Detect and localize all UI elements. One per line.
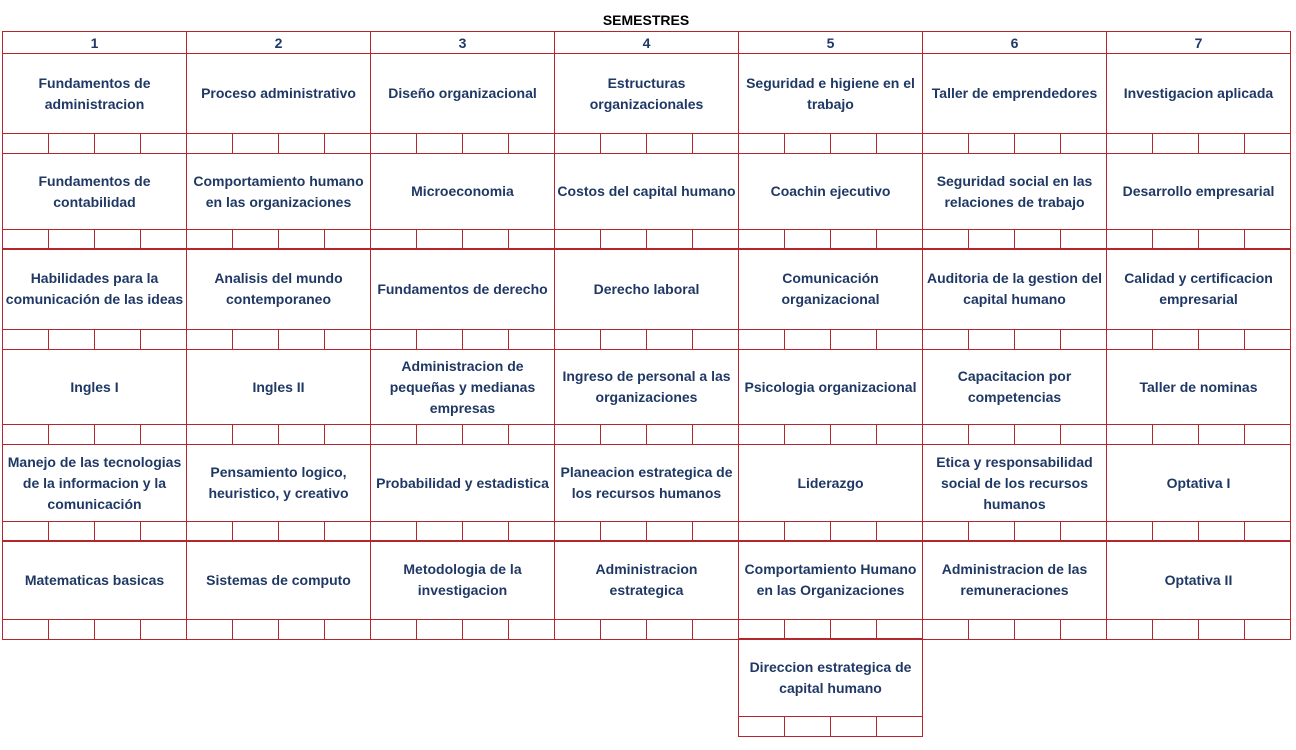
grade-cell: [48, 619, 95, 640]
course-cell: Comportamiento humano en las organizaciones: [186, 153, 371, 230]
grade-cell: [876, 521, 923, 542]
grade-cell: [738, 521, 785, 542]
grade-cell: [94, 521, 141, 542]
grade-cell: [186, 133, 233, 154]
grade-cell: [1014, 521, 1061, 542]
grade-cell: [1198, 329, 1245, 350]
grade-cell: [1060, 133, 1107, 154]
course-cell: Matematicas basicas: [2, 540, 187, 620]
grade-cell: [416, 133, 463, 154]
course-cell: Administracion de pequeñas y medianas empresas: [370, 349, 555, 425]
grade-cell: [646, 229, 693, 250]
grade-cell: [140, 329, 187, 350]
grade-cell: [48, 424, 95, 445]
grade-cell: [784, 716, 831, 737]
grade-cell: [278, 424, 325, 445]
grade-cell: [830, 521, 877, 542]
grade-cell: [2, 424, 49, 445]
grade-cell: [370, 229, 417, 250]
grade-cell: [968, 329, 1015, 350]
grade-cell: [1014, 424, 1061, 445]
course-cell: Seguridad social en las relaciones de trabajo: [922, 153, 1107, 230]
course-cell-extra: Direccion estrategica de capital humano: [738, 638, 923, 717]
grade-cell: [508, 229, 555, 250]
grade-cell: [922, 521, 969, 542]
grade-cell: [738, 424, 785, 445]
grade-cell: [1060, 424, 1107, 445]
semester-header: 5: [738, 31, 923, 54]
course-cell: Ingles I: [2, 349, 187, 425]
grade-cell: [508, 133, 555, 154]
grade-cell: [784, 329, 831, 350]
grade-cell: [462, 229, 509, 250]
course-cell: Administracion estrategica: [554, 540, 739, 620]
course-cell: Microeconomia: [370, 153, 555, 230]
grade-cell: [324, 619, 371, 640]
grade-cell: [416, 424, 463, 445]
grade-cell: [1060, 329, 1107, 350]
course-cell: Seguridad e higiene en el trabajo: [738, 53, 923, 134]
course-cell: Liderazgo: [738, 444, 923, 522]
grade-cell: [646, 619, 693, 640]
grade-cell: [738, 229, 785, 250]
grade-cell: [48, 133, 95, 154]
grade-cell: [1244, 424, 1291, 445]
course-cell: Comportamiento Humano en las Organizaciones: [738, 540, 923, 620]
grade-cell: [232, 521, 279, 542]
grade-cell: [646, 329, 693, 350]
grade-cell: [370, 521, 417, 542]
grade-cell: [1244, 229, 1291, 250]
course-cell: Diseño organizacional: [370, 53, 555, 134]
grade-cell: [692, 229, 739, 250]
course-cell: Manejo de las tecnologias de la informacion y la comunicación: [2, 444, 187, 522]
grade-cell: [94, 424, 141, 445]
grade-cell: [508, 329, 555, 350]
grade-cell: [1198, 229, 1245, 250]
course-cell: Planeacion estrategica de los recursos humanos: [554, 444, 739, 522]
grade-cell: [48, 229, 95, 250]
course-cell: Estructuras organizacionales: [554, 53, 739, 134]
grade-cell: [1106, 329, 1153, 350]
course-cell: Calidad y certificacion empresarial: [1106, 248, 1291, 330]
grade-cell: [140, 424, 187, 445]
grade-cell: [830, 329, 877, 350]
grade-cell: [600, 521, 647, 542]
course-cell: Coachin ejecutivo: [738, 153, 923, 230]
semester-header: 6: [922, 31, 1107, 54]
grade-cell: [830, 716, 877, 737]
grade-cell: [416, 329, 463, 350]
grade-cell: [232, 424, 279, 445]
semester-header: 3: [370, 31, 555, 54]
grade-cell: [462, 521, 509, 542]
course-cell: Pensamiento logico, heuristico, y creativo: [186, 444, 371, 522]
grade-cell: [968, 521, 1015, 542]
course-cell: Administracion de las remuneraciones: [922, 540, 1107, 620]
grade-cell: [48, 329, 95, 350]
page-title: SEMESTRES: [602, 12, 690, 28]
course-cell: Comunicación organizacional: [738, 248, 923, 330]
grade-cell: [554, 133, 601, 154]
grade-cell: [1198, 133, 1245, 154]
grade-cell: [1152, 133, 1199, 154]
grade-cell: [922, 329, 969, 350]
grade-cell: [278, 229, 325, 250]
grade-cell: [94, 329, 141, 350]
grade-cell: [968, 229, 1015, 250]
grade-cell: [1106, 133, 1153, 154]
grade-cell: [554, 229, 601, 250]
grade-cell: [1014, 619, 1061, 640]
grade-cell: [600, 619, 647, 640]
grade-cell: [830, 619, 877, 640]
grade-cell: [1244, 329, 1291, 350]
grade-cell: [186, 521, 233, 542]
grade-cell: [324, 229, 371, 250]
grade-cell: [94, 229, 141, 250]
grade-cell: [416, 619, 463, 640]
grade-cell: [554, 521, 601, 542]
grade-cell: [1060, 521, 1107, 542]
grade-cell: [554, 329, 601, 350]
grade-cell: [462, 329, 509, 350]
course-cell: Auditoria de la gestion del capital humano: [922, 248, 1107, 330]
grade-cell: [370, 619, 417, 640]
course-cell: Desarrollo empresarial: [1106, 153, 1291, 230]
grade-cell: [646, 133, 693, 154]
grade-cell: [830, 133, 877, 154]
grade-cell: [508, 424, 555, 445]
course-cell: Capacitacion por competencias: [922, 349, 1107, 425]
grade-cell: [1014, 133, 1061, 154]
grade-cell: [1244, 133, 1291, 154]
grade-cell: [232, 619, 279, 640]
grade-cell: [1014, 329, 1061, 350]
grade-cell: [462, 424, 509, 445]
grade-cell: [1106, 424, 1153, 445]
grade-cell: [370, 424, 417, 445]
grade-cell: [278, 133, 325, 154]
grade-cell: [600, 229, 647, 250]
grade-cell: [1244, 521, 1291, 542]
grade-cell: [2, 619, 49, 640]
course-cell: Fundamentos de administracion: [2, 53, 187, 134]
grade-cell: [784, 133, 831, 154]
grade-cell: [600, 329, 647, 350]
grade-cell: [876, 716, 923, 737]
grade-cell: [692, 329, 739, 350]
course-cell: Psicologia organizacional: [738, 349, 923, 425]
grade-cell: [48, 521, 95, 542]
grade-cell: [1060, 229, 1107, 250]
grade-cell: [646, 521, 693, 542]
course-cell: Etica y responsabilidad social de los recursos humanos: [922, 444, 1107, 522]
grade-cell: [186, 229, 233, 250]
grade-cell: [922, 619, 969, 640]
grade-cell: [324, 133, 371, 154]
semester-header: 1: [2, 31, 187, 54]
course-cell: Sistemas de computo: [186, 540, 371, 620]
grade-cell: [738, 619, 785, 640]
grade-cell: [784, 619, 831, 640]
course-cell: Habilidades para la comunicación de las ideas: [2, 248, 187, 330]
course-cell: Taller de nominas: [1106, 349, 1291, 425]
grade-cell: [1106, 521, 1153, 542]
grade-cell: [278, 619, 325, 640]
course-cell: Costos del capital humano: [554, 153, 739, 230]
grade-cell: [692, 424, 739, 445]
grade-cell: [876, 133, 923, 154]
grade-cell: [968, 619, 1015, 640]
semester-header: 7: [1106, 31, 1291, 54]
grade-cell: [738, 329, 785, 350]
grade-cell: [1106, 229, 1153, 250]
grade-cell: [830, 424, 877, 445]
grade-cell: [876, 329, 923, 350]
grade-cell: [692, 619, 739, 640]
grade-cell: [416, 521, 463, 542]
course-cell: Fundamentos de derecho: [370, 248, 555, 330]
grade-cell: [140, 229, 187, 250]
grade-cell: [324, 424, 371, 445]
grade-cell: [416, 229, 463, 250]
course-cell: Optativa I: [1106, 444, 1291, 522]
grade-cell: [462, 133, 509, 154]
grade-cell: [1106, 619, 1153, 640]
grade-cell: [508, 521, 555, 542]
grade-cell: [2, 229, 49, 250]
grade-cell: [94, 619, 141, 640]
grade-cell: [1152, 619, 1199, 640]
grade-cell: [646, 424, 693, 445]
grade-cell: [784, 424, 831, 445]
grade-cell: [140, 619, 187, 640]
course-cell: Derecho laboral: [554, 248, 739, 330]
grade-cell: [692, 521, 739, 542]
grade-cell: [1152, 329, 1199, 350]
semester-header: 2: [186, 31, 371, 54]
grade-cell: [2, 329, 49, 350]
grade-cell: [94, 133, 141, 154]
grade-cell: [186, 329, 233, 350]
grade-cell: [1152, 229, 1199, 250]
grade-cell: [2, 133, 49, 154]
grade-cell: [232, 229, 279, 250]
grade-cell: [140, 133, 187, 154]
grade-cell: [140, 521, 187, 542]
grade-cell: [554, 424, 601, 445]
grade-cell: [508, 619, 555, 640]
grade-cell: [922, 424, 969, 445]
course-cell: Probabilidad y estadistica: [370, 444, 555, 522]
grade-cell: [922, 133, 969, 154]
grade-cell: [1152, 424, 1199, 445]
course-cell: Analisis del mundo contemporaneo: [186, 248, 371, 330]
grade-cell: [278, 521, 325, 542]
course-cell: Ingreso de personal a las organizaciones: [554, 349, 739, 425]
grade-cell: [692, 133, 739, 154]
grade-cell: [554, 619, 601, 640]
grade-cell: [2, 521, 49, 542]
grade-cell: [1060, 619, 1107, 640]
grade-cell: [876, 619, 923, 640]
grade-cell: [232, 329, 279, 350]
grade-cell: [1198, 619, 1245, 640]
grade-cell: [1198, 424, 1245, 445]
grade-cell: [784, 229, 831, 250]
grade-cell: [738, 716, 785, 737]
grade-cell: [1244, 619, 1291, 640]
grade-cell: [876, 229, 923, 250]
grade-cell: [232, 133, 279, 154]
grade-cell: [462, 619, 509, 640]
course-cell: Ingles II: [186, 349, 371, 425]
course-cell: Metodologia de la investigacion: [370, 540, 555, 620]
grade-cell: [370, 133, 417, 154]
grade-cell: [600, 424, 647, 445]
grade-cell: [876, 424, 923, 445]
grade-cell: [186, 619, 233, 640]
grade-cell: [324, 329, 371, 350]
grade-cell: [278, 329, 325, 350]
course-cell: Investigacion aplicada: [1106, 53, 1291, 134]
grade-cell: [830, 229, 877, 250]
grade-cell: [600, 133, 647, 154]
grade-cell: [370, 329, 417, 350]
course-cell: Proceso administrativo: [186, 53, 371, 134]
grade-cell: [738, 133, 785, 154]
semester-header: 4: [554, 31, 739, 54]
grade-cell: [968, 133, 1015, 154]
grade-cell: [1014, 229, 1061, 250]
course-cell: Fundamentos de contabilidad: [2, 153, 187, 230]
grade-cell: [1198, 521, 1245, 542]
grade-cell: [324, 521, 371, 542]
grade-cell: [922, 229, 969, 250]
course-cell: Taller de emprendedores: [922, 53, 1107, 134]
grade-cell: [186, 424, 233, 445]
grade-cell: [784, 521, 831, 542]
grade-cell: [968, 424, 1015, 445]
grade-cell: [1152, 521, 1199, 542]
course-cell: Optativa II: [1106, 540, 1291, 620]
